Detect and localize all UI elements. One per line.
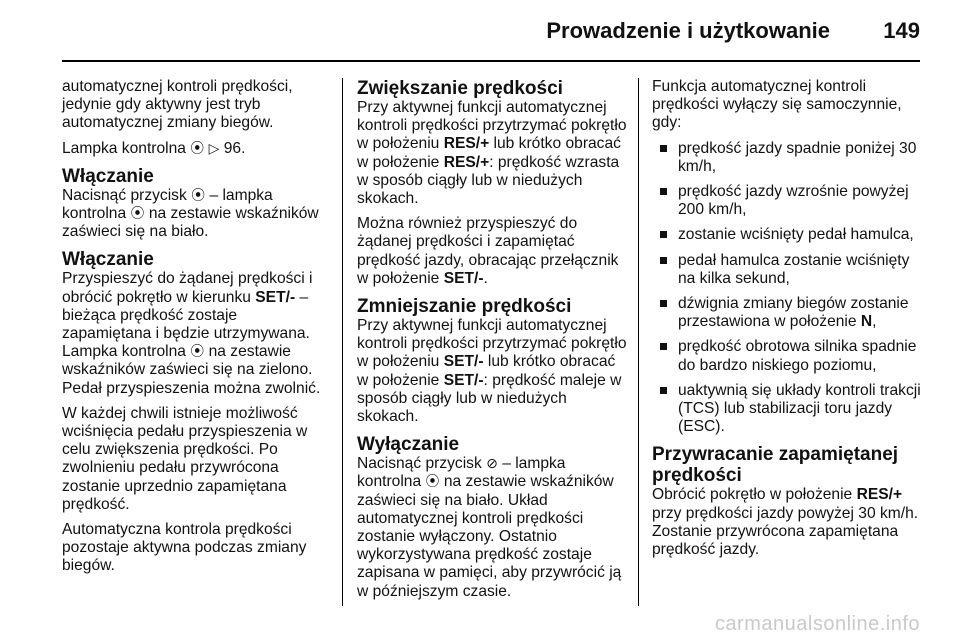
paragraph: [62, 270, 330, 397]
paragraph: [62, 187, 330, 242]
list-item: uaktywnią się układy kontroli trakcji (TCS) lub stabilizacji toru jazdy (ESC).: [652, 382, 924, 437]
text: RES/+: [856, 486, 903, 504]
text: Lampka kontrolna: [62, 139, 191, 157]
cruise-control-icon: ⦿: [190, 139, 205, 156]
condition-list: [652, 140, 924, 437]
column-divider: [342, 78, 343, 606]
paragraph: [357, 99, 627, 208]
text: na zestawie wskaźników zaświeci się na zielono. Pedał przyspieszenia można zwolnić.: [62, 343, 321, 397]
paragraph: Funkcja automatycznej kontroli prędkości wyłączy się samoczynnie, gdy:: [652, 78, 902, 132]
paragraph: [357, 215, 627, 288]
paragraph: [357, 317, 627, 426]
column-divider: [638, 78, 639, 606]
paragraph: [652, 486, 924, 559]
text: : prędkość maleje w sposób ciągły lub w niedużych skokach.: [357, 371, 622, 426]
list-item: zostanie wciśnięty pedał hamulca,: [652, 226, 924, 244]
text: lub krótko obracać w położenie: [357, 135, 621, 171]
text: Nacisnąć przycisk: [62, 186, 192, 204]
text: przy prędkości jazdy powyżej 30 km/h. Zostanie przywrócona zapamiętana prędkość jazdy.: [652, 504, 919, 559]
page-number: 149: [883, 18, 920, 43]
list-item: prędkość obrotowa silnika spadnie do bardzo niskiego poziomu,: [652, 338, 924, 374]
text: ,: [872, 313, 877, 331]
page-reference: 96.: [219, 139, 246, 157]
text: na zestawie wskaźników zaświeci się na biało. Układ automatycznej kontroli prędkości zostanie wyłączony. Ostatnio wykorzystywana prędkość zostaje zapisana w pamięci, aby przywrócić ją w późniejszym czasie.: [357, 473, 622, 600]
list-item: prędkość jazdy wzrośnie powyżej 200 km/h,: [652, 183, 924, 219]
section-heading: Przywracanie zapamiętanej prędkości: [652, 444, 899, 487]
paragraph: [62, 140, 330, 158]
text: na zestawie wskaźników zaświeci się na biało.: [62, 205, 319, 241]
paragraph: [357, 455, 627, 601]
cruise-control-icon: ⦿: [191, 186, 206, 203]
page-title: Prowadzenie i użytkowanie: [546, 18, 830, 43]
cruise-control-off-icon: ⊘: [486, 455, 498, 472]
text: – bieżąca prędkość zostaje zapamiętana i będzie utrzymywana. Lampka kontrolna: [62, 288, 310, 361]
text: Przyspieszyć do żądanej prędkości i obrócić pokrętło w kierunku: [62, 270, 313, 306]
section-heading: Wyłączanie: [357, 434, 460, 456]
section-heading: Włączanie: [62, 165, 154, 187]
text: – lampka kontrolna: [62, 186, 273, 223]
page-header: [62, 0, 920, 62]
text: Obrócić pokrętło w położenie: [652, 486, 857, 504]
text: Przy aktywnej funkcji automatycznej kontroli prędkości przytrzymać pokrętło w położeniu: [357, 99, 627, 153]
section-heading: Włączanie: [62, 249, 154, 271]
cruise-control-icon: ⦿: [190, 343, 205, 360]
text: N: [860, 313, 873, 331]
text: .: [483, 269, 488, 287]
text: – lampka kontrolna: [357, 455, 566, 491]
text: lub krótko obracać w położenie: [357, 353, 616, 389]
text: Przy aktywnej funkcji automatycznej kontroli prędkości przytrzymać pokrętło w położeniu: [357, 317, 627, 371]
column-left: [62, 78, 330, 583]
column-right: [652, 78, 924, 566]
text: RES/+: [443, 153, 490, 171]
page-reference-icon: ▷: [208, 139, 220, 156]
text: Można również przyspieszyć do żądanej prędkości i zapamiętać prędkość jazdy, obracając przełącznik w położenie: [357, 215, 619, 287]
text: SET/-: [443, 353, 484, 371]
text: dźwignia zmiany biegów zostanie przestawiona w położenie: [678, 295, 909, 331]
list-item: [652, 295, 924, 331]
text: SET/-: [443, 371, 484, 389]
text: SET/-: [443, 269, 484, 287]
watermark: carmanualsonline.info: [714, 613, 920, 635]
text: : prędkość wzrasta w sposób ciągły lub w niedużych skokach.: [357, 153, 620, 208]
cruise-control-icon: ⦿: [130, 205, 145, 222]
list-item: prędkość jazdy spadnie poniżej 30 km/h,: [652, 140, 924, 176]
section-heading: Zmniejszanie prędkości: [357, 296, 572, 318]
paragraph: W każdej chwili istnieje możliwość wciśnięcia pedału przyspieszenia w celu zwiększenia prędkości. Po zwolnieniu pedału przywrócona zostanie uprzednio zapamiętana prędkość.: [62, 404, 308, 513]
section-heading: Zwiększanie prędkości: [357, 78, 563, 99]
paragraph: automatycznej kontroli prędkości, jedynie gdy aktywny jest tryb automatycznej zmiany biegów.: [62, 78, 293, 132]
column-middle: [357, 78, 627, 608]
text: Nacisnąć przycisk: [357, 455, 487, 473]
cruise-control-icon: ⦿: [425, 473, 440, 490]
text: SET/-: [255, 288, 296, 306]
paragraph: Automatyczna kontrola prędkości pozostaje aktywna podczas zmiany biegów.: [62, 521, 307, 575]
text: RES/+: [443, 135, 490, 153]
list-item: pedał hamulca zostanie wciśnięty na kilka sekund,: [652, 252, 924, 288]
